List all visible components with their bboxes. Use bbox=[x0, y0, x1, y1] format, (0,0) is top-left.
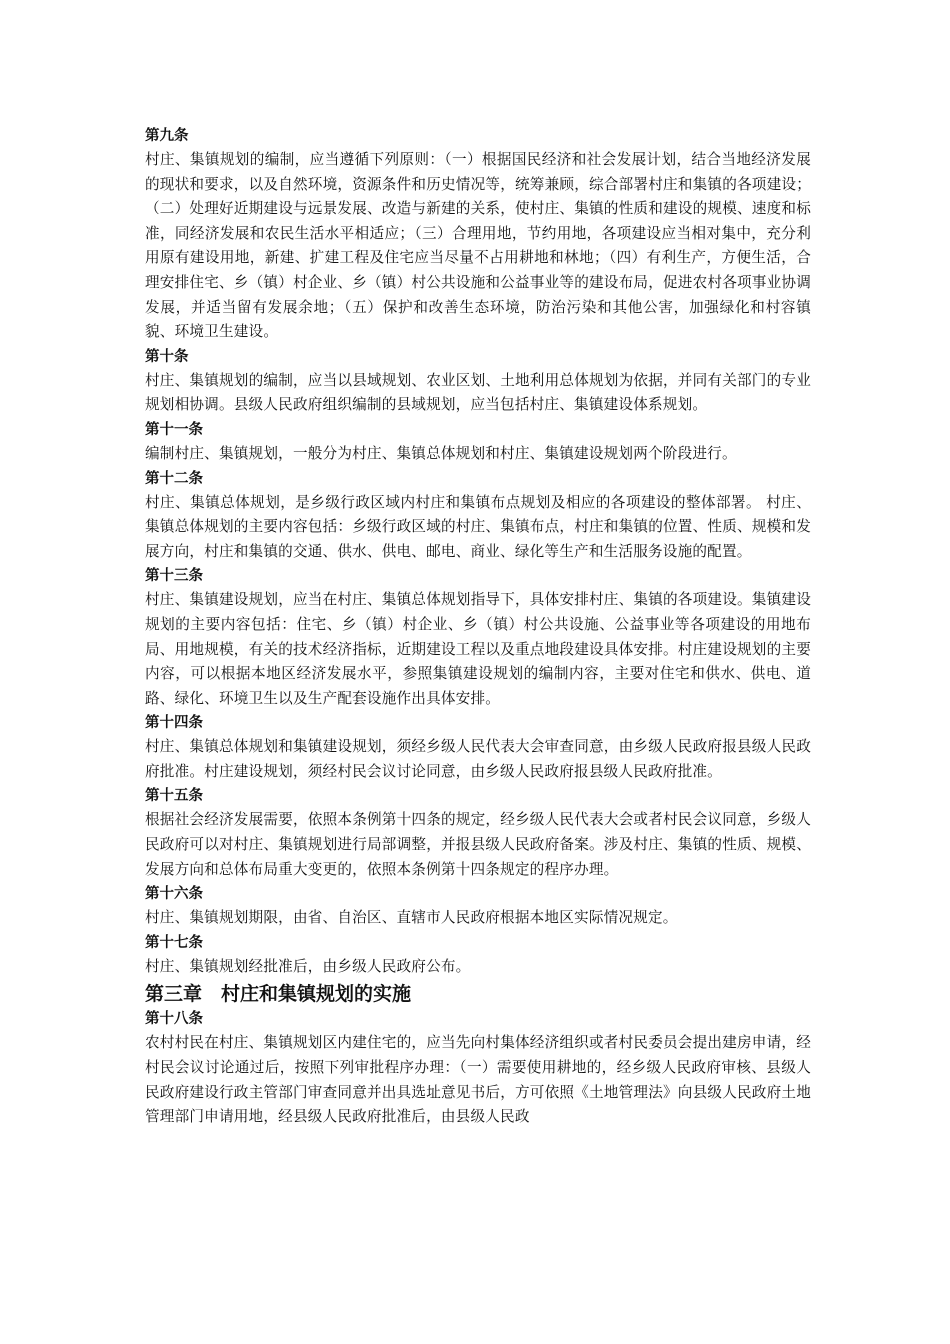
article-heading: 第十四条 bbox=[145, 715, 203, 732]
article-heading: 第十八条 bbox=[145, 1011, 203, 1028]
article-body: 村庄、集镇规划经批准后，由乡级人民政府公布。 bbox=[145, 957, 471, 975]
article bbox=[145, 345, 811, 418]
article-body: 根据社会经济发展需要，依照本条例第十四条的规定，经乡级人民代表大会或者村民会议同意，乡级人民政府可以对村庄、集镇规划进行局部调整，并报县级人民政府备案。涉及村庄、集镇的性质、规模、发展方向和总体布局重大变更的，依照本条例第十四条规定的程序办理。 bbox=[145, 811, 811, 878]
article-heading: 第九条 bbox=[145, 128, 189, 144]
article-body: 村庄、集镇规划期限，由省、自治区、直辖市人民政府根据本地区实际情况规定。 bbox=[145, 909, 678, 927]
article-heading: 第十三条 bbox=[145, 568, 203, 585]
article bbox=[145, 418, 811, 467]
article-heading: 第十二条 bbox=[145, 470, 203, 487]
article bbox=[145, 711, 811, 784]
article bbox=[145, 467, 811, 565]
article bbox=[145, 564, 811, 711]
chapter-heading: 第三章 村庄和集镇规划的实施 bbox=[145, 983, 412, 1006]
article-body: 编制村庄、集镇规划，一般分为村庄、集镇总体规划和村庄、集镇建设规划两个阶段进行。 bbox=[145, 444, 737, 462]
article bbox=[145, 784, 811, 882]
article-heading: 第十六条 bbox=[145, 886, 203, 903]
document-content bbox=[145, 124, 811, 1130]
article-body: 村庄、集镇建设规划，应当在村庄、集镇总体规划指导下，具体安排村庄、集镇的各项建设。集镇建设规划的主要内容包括：住宅、乡（镇）村企业、乡（镇）村公共设施、公益事业等各项建设的用地布局、用地规模，有关的技术经济指标，近期建设工程以及重点地段建设具体安排。村庄建设规划的主要内容，可以根据本地区经济发展水平，参照集镇建设规划的编制内容，主要对住宅和供水、供电、道路、绿化、环境卫生以及生产配套设施作出具体安排。 bbox=[145, 591, 811, 707]
article-body: 村庄、集镇总体规划，是乡级行政区域内村庄和集镇布点规划及相应的各项建设的整体部署。 村庄、集镇总体规划的主要内容包括：乡级行政区域的村庄、集镇布点，村庄和集镇的位置、性质、规模和发展方向，村庄和集镇的交通、供水、供电、邮电、商业、绿化等生产和生活服务设施的配置。 bbox=[145, 493, 811, 560]
article bbox=[145, 1007, 811, 1129]
article-heading: 第十一条 bbox=[145, 421, 203, 438]
article-heading: 第十条 bbox=[145, 348, 189, 365]
article bbox=[145, 931, 811, 980]
article-body: 村庄、集镇规划的编制，应当以县域规划、农业区划、土地利用总体规划为依据，并同有关部门的专业规划相协调。县级人民政府组织编制的县域规划，应当包括村庄、集镇建设体系规划。 bbox=[145, 371, 811, 414]
article bbox=[145, 124, 811, 345]
article-heading: 第十五条 bbox=[145, 788, 203, 805]
article bbox=[145, 882, 811, 931]
article-body: 村庄、集镇规划的编制，应当遵循下列原则：（一）根据国民经济和社会发展计划，结合当地经济发展的现状和要求，以及自然环境，资源条件和历史情况等，统筹兼顾，综合部署村庄和集镇的各项建设；（二）处理好近期建设与远景发展、改造与新建的关系，使村庄、集镇的性质和建设的规模、速度和标准，同经济发展和农民生活水平相适应；（三）合理用地，节约用地，各项建设应当相对集中，充分利用原有建设用地，新建、扩建工程及住宅应当尽量不占用耕地和林地；（四）有利生产，方便生活，合理安排住宅、乡（镇）村企业、乡（镇）村公共设施和公益事业等的建设布局，促进农村各项事业协调发展，并适当留有发展余地；（五）保护和改善生态环境，防治污染和其他公害，加强绿化和村容镇貌、环境卫生建设。 bbox=[145, 151, 811, 341]
article-body: 村庄、集镇总体规划和集镇建设规划，须经乡级人民代表大会审查同意，由乡级人民政府报县级人民政府批准。村庄建设规划，须经村民会议讨论同意，由乡级人民政府报县级人民政府批准。 bbox=[145, 738, 811, 780]
article-body: 农村村民在村庄、集镇规划区内建住宅的，应当先向村集体经济组织或者村民委员会提出建房申请，经村民会议讨论通过后，按照下列审批程序办理：（一）需要使用耕地的，经乡级人民政府审核、县级人民政府建设行政主管部门审查同意并出具选址意见书后，方可依照《土地管理法》向县级人民政府土地管理部门申请用地，经县级人民政府批准后，由县级人民政 bbox=[145, 1034, 811, 1126]
article-heading: 第十七条 bbox=[145, 934, 203, 951]
